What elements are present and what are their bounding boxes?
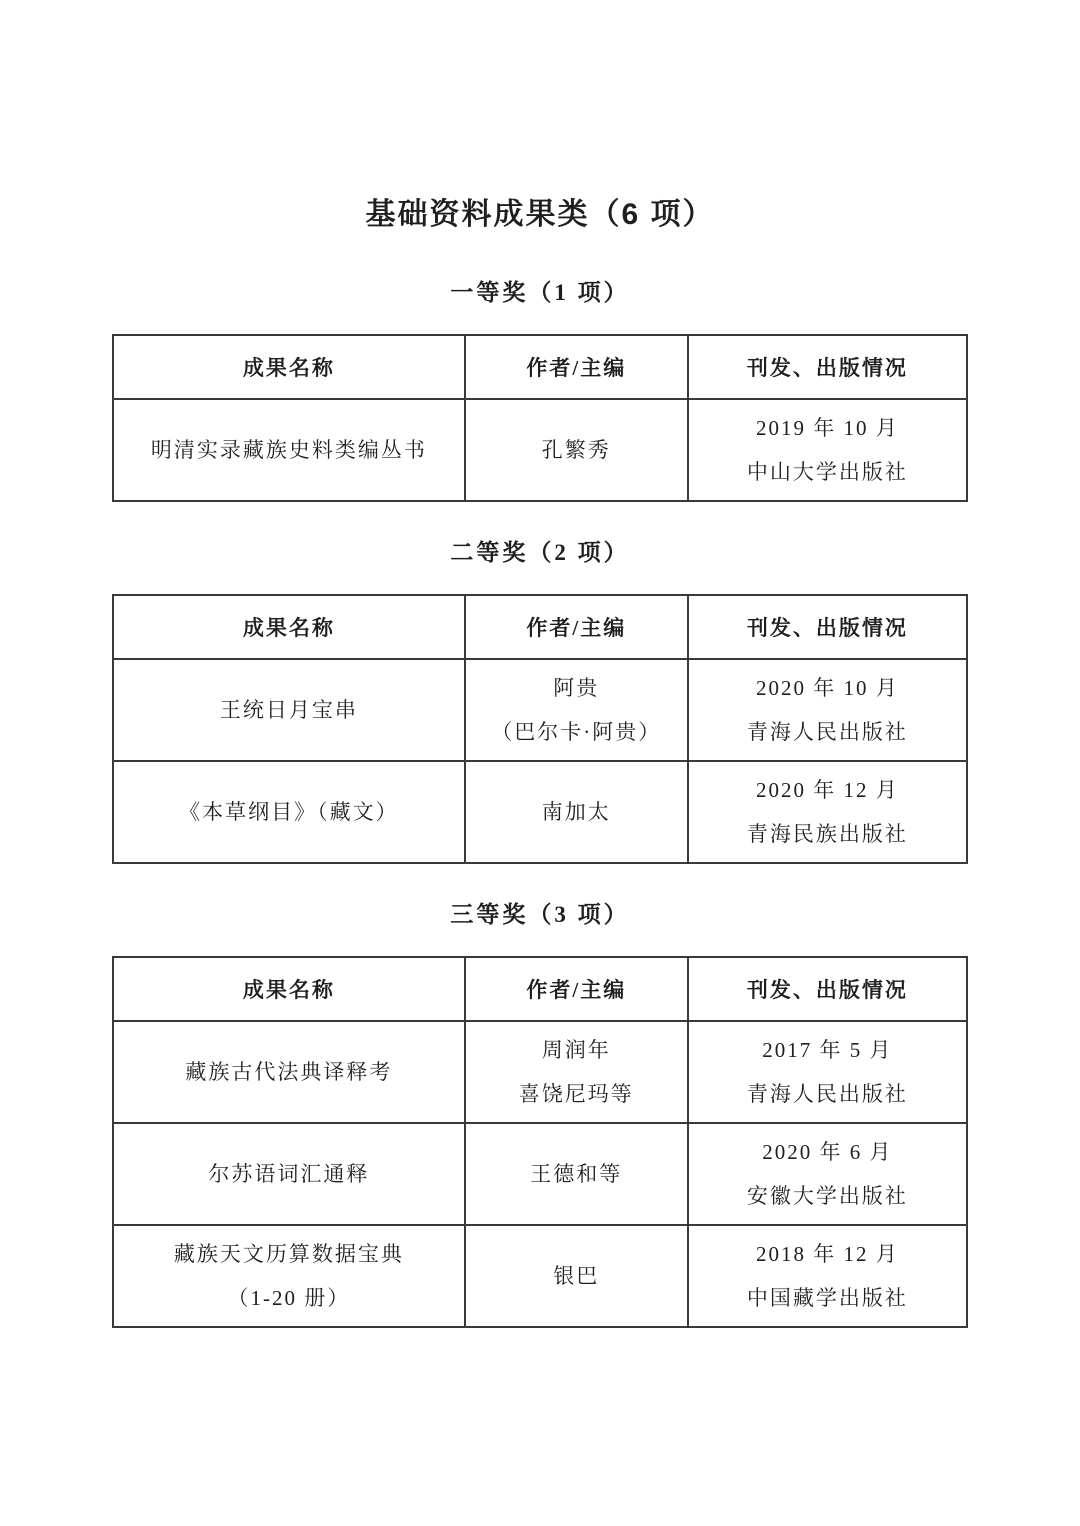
awards-table-first-prize [112, 334, 968, 502]
page-title: 基础资料成果类（6 项） [365, 198, 715, 231]
col-header-author: 作者/主编 [465, 335, 688, 399]
name-line: 藏族天文历算数据宝典 [173, 1242, 404, 1266]
awards-table-third-prize [112, 956, 968, 1328]
cell-publication [688, 761, 967, 863]
col-header-author: 作者/主编 [465, 957, 688, 1021]
cell-publication [688, 399, 967, 501]
publication-date: 2020 年 12 月 [755, 778, 899, 802]
col-header-name: 成果名称 [113, 595, 465, 659]
cell-publication [688, 1021, 967, 1123]
author-line: 孔繁秀 [541, 438, 611, 462]
table-row [113, 399, 967, 501]
cell-publication [688, 1123, 967, 1225]
col-header-author: 作者/主编 [465, 595, 688, 659]
author-line: 阿贵 [553, 676, 600, 700]
publication-publisher: 安徽大学出版社 [746, 1184, 908, 1208]
table-row [113, 1225, 967, 1327]
cell-publication [688, 659, 967, 761]
col-header-publication: 刊发、出版情况 [688, 595, 967, 659]
cell-author [465, 761, 688, 863]
col-header-name: 成果名称 [113, 335, 465, 399]
section-heading-third-prize: 三等奖（3 项） [450, 902, 630, 927]
author-line: 周润年 [541, 1038, 611, 1062]
col-header-publication: 刊发、出版情况 [688, 335, 967, 399]
cell-author [465, 399, 688, 501]
table-header-row [113, 595, 967, 659]
author-line: 银巴 [553, 1264, 600, 1288]
section-second-prize [0, 538, 1080, 864]
cell-name [113, 399, 465, 501]
cell-name [113, 659, 465, 761]
awards-table-second-prize [112, 594, 968, 864]
cell-name [113, 1021, 465, 1123]
publication-date: 2017 年 5 月 [762, 1038, 893, 1062]
author-line-alt: （巴尔卡·阿贵） [491, 720, 662, 744]
col-header-name: 成果名称 [113, 957, 465, 1021]
publication-date: 2020 年 6 月 [762, 1140, 893, 1164]
cell-name [113, 761, 465, 863]
section-third-prize [0, 900, 1080, 1328]
table-row [113, 1123, 967, 1225]
cell-author [465, 1225, 688, 1327]
section-heading-first-prize: 一等奖（1 项） [450, 280, 630, 305]
name-line: 《本草纲目》（藏文） [179, 800, 399, 824]
cell-publication [688, 1225, 967, 1327]
col-header-publication: 刊发、出版情况 [688, 957, 967, 1021]
cell-author [465, 1021, 688, 1123]
author-line-alt: 喜饶尼玛等 [518, 1082, 634, 1106]
publication-publisher: 青海民族出版社 [746, 822, 908, 846]
publication-date: 2020 年 10 月 [755, 676, 899, 700]
table-header-row [113, 957, 967, 1021]
cell-author [465, 1123, 688, 1225]
name-line: 王统日月宝串 [219, 698, 358, 722]
name-line: 尔苏语词汇通释 [208, 1162, 370, 1186]
author-line: 王德和等 [530, 1162, 623, 1186]
table-header-row [113, 335, 967, 399]
publication-date: 2018 年 12 月 [755, 1242, 899, 1266]
table-row [113, 659, 967, 761]
publication-publisher: 中山大学出版社 [746, 460, 908, 484]
cell-author [465, 659, 688, 761]
name-line-volumes: （1-20 册） [227, 1286, 351, 1310]
publication-publisher: 青海人民出版社 [746, 720, 908, 744]
author-line: 南加太 [541, 800, 611, 824]
publication-publisher: 中国藏学出版社 [746, 1286, 908, 1310]
section-first-prize [0, 278, 1080, 502]
cell-name [113, 1225, 465, 1327]
cell-name [113, 1123, 465, 1225]
publication-publisher: 青海人民出版社 [746, 1082, 908, 1106]
name-line: 藏族古代法典译释考 [185, 1060, 393, 1084]
table-row [113, 1021, 967, 1123]
table-row [113, 761, 967, 863]
publication-date: 2019 年 10 月 [755, 416, 899, 440]
section-heading-second-prize: 二等奖（2 项） [450, 540, 630, 565]
name-line: 明清实录藏族史料类编丛书 [150, 438, 427, 462]
